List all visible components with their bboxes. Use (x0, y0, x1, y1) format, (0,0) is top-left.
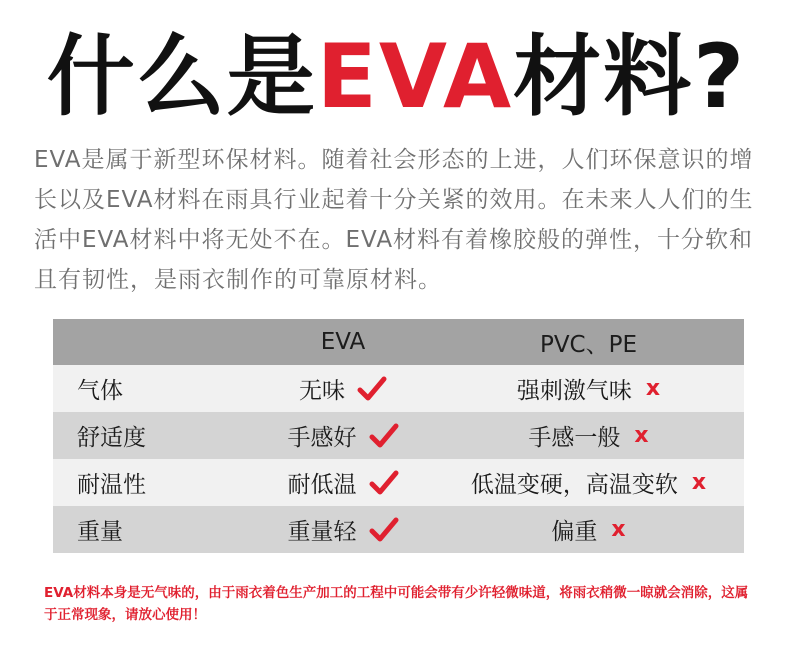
eva-value: 耐低温 (287, 472, 357, 498)
check-icon (369, 470, 399, 496)
table-row (53, 506, 744, 553)
table-row (53, 365, 744, 412)
row-label: 舒适度 (77, 425, 146, 451)
pvc-cell (433, 466, 744, 499)
header-pvc-pe: PVC、PE (539, 331, 638, 358)
row-label: 耐温性 (77, 472, 146, 498)
cross-icon: x (611, 517, 626, 542)
eva-cell (253, 419, 433, 452)
pvc-value: 手感一般 (528, 425, 621, 451)
cross-icon: x (691, 470, 707, 495)
title-suffix: 材料? (513, 25, 747, 128)
pvc-value: 强刺激气味 (516, 378, 632, 404)
pvc-value: 低温变硬，高温变软 (470, 472, 678, 498)
footnote: EVA材料本身是无气味的，由于雨衣着色生产加工的工程中可能会带有少许轻微味道，将雨衣稍微一晾就会消除，这属于正常现象，请放心使用！ (44, 585, 749, 623)
eva-cell (253, 466, 433, 499)
table-row (53, 459, 744, 506)
pvc-cell (433, 372, 744, 405)
pvc-cell (433, 513, 744, 546)
eva-cell (253, 513, 433, 546)
header-eva: EVA (320, 329, 366, 355)
pvc-cell (433, 419, 744, 452)
check-icon (357, 376, 387, 402)
table-header-row (53, 319, 744, 365)
cross-icon: x (634, 423, 649, 448)
comparison-table (53, 319, 744, 553)
row-label: 重量 (77, 519, 123, 545)
check-icon (369, 423, 399, 449)
eva-cell (253, 372, 433, 405)
page-title (0, 22, 793, 132)
title-accent: EVA (316, 25, 514, 128)
pvc-value: 偏重 (551, 519, 598, 545)
cross-icon: x (645, 376, 661, 401)
eva-value: 重量轻 (287, 519, 357, 545)
check-icon (369, 517, 399, 543)
eva-value: 手感好 (287, 425, 357, 451)
intro-paragraph: EVA是属于新型环保材料。随着社会形态的上进，人们环保意识的增长以及EVA材料在雨具行业起着十分关紧的效用。在未来人人们的生活中EVA材料中将无处不在。EVA材料有着橡胶般的弹性，十分软和且有韧性，是雨衣制作的可靠原材料。 (34, 147, 754, 293)
title-prefix: 什么是 (46, 25, 317, 128)
table-row (53, 412, 744, 459)
row-label: 气体 (77, 378, 123, 404)
eva-value: 无味 (299, 378, 345, 404)
